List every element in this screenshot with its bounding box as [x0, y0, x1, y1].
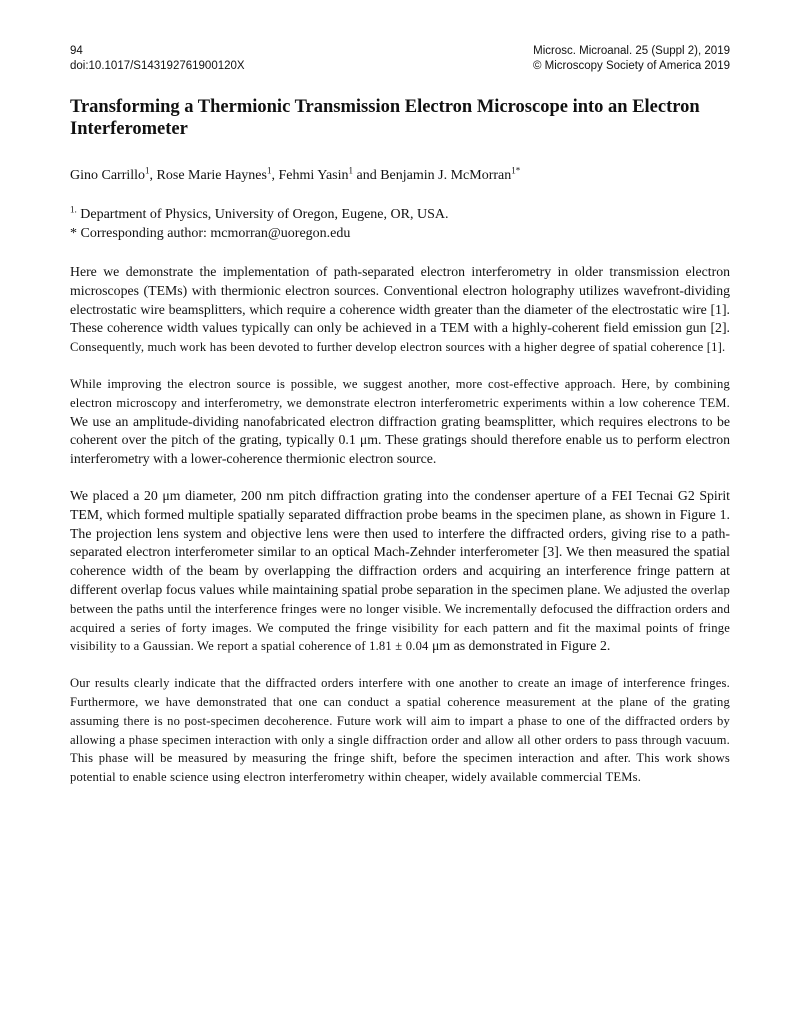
author-separator: ,	[271, 168, 279, 183]
affiliation-text: Department of Physics, University of Oregon, Eugene, OR, USA.	[76, 207, 449, 222]
header-right	[533, 44, 730, 74]
author-name: Benjamin J. McMorran	[380, 168, 512, 183]
author-affiliation-marker: 1	[348, 165, 353, 176]
author-name: Gino Carrillo	[70, 168, 146, 183]
paragraph-text: μm as demonstrated in Figure 2.	[428, 638, 611, 654]
affiliation-line	[70, 205, 730, 224]
copyright: © Microscopy Society of America 2019	[532, 60, 730, 72]
paragraph-3	[70, 487, 730, 656]
header-left	[70, 44, 245, 74]
author-name: Fehmi Yasin	[278, 168, 349, 183]
paragraph-text: Here we demonstrate the implementation of path-separated electron interferometry in older transmission electron microscopes (TEMs) with thermionic electron sources. Conventional electron holography utilizes wavefront-dividing electrostatic wire beamsplitters, which require a coherence width greater than the diameter of the electrostatic wire [1]. These coherence width values typically can only be achieved in a TEM with a highly-coherent field emission gun [2].	[70, 264, 730, 336]
paragraph-4: Our results clearly indicate that the diffracted orders interfere with one another to create an image of interference fringes. Furthermore, we have demonstrated that one can conduct a spatial coherence measurement at the plane of the grating assuming there is no post-specimen decoherence. Future work will aim to impart a phase to one of the diffracted orders by allowing a phase specimen interaction with only a single diffraction order and allow all other orders to pass through vacuum. This phase will be measured by measuring the fringe shift, before the specimen interaction and after. This work shows potential to enable science using electron interferometry within cheaper, widely available commercial TEMs.	[70, 676, 730, 785]
paragraph-text-small: While improving the electron source is possible, we suggest another, more cost-effective approach. Here, by combining electron microscopy and interferometry, we demonstrate electron interferometric experiments within a low coherence TEM.	[70, 376, 730, 410]
paragraph-text-small: We adjusted the overlap between the paths until the interference fringes were no longer visible. We incrementally defocused the diffraction orders and acquired a series of forty images. We computed the fringe visibility for each pattern and fit the maximal points of fringe visibility to a Gaussian. We report a spatial coherence of 1.81 ± 0.04	[70, 582, 730, 654]
doi: doi:10.1017/S143192761900120X	[70, 60, 245, 72]
page-number: 94	[70, 45, 83, 57]
journal-citation: Microsc. Microanal. 25 (Suppl 2), 2019	[533, 45, 730, 57]
author-affiliation-marker: 1*	[511, 165, 521, 176]
paragraph-text-small: Consequently, much work has been devoted to further develop electron sources with a higher degree of spatial coherence [1].	[70, 340, 726, 355]
author-list	[70, 167, 730, 185]
paragraph-text: We use an amplitude-dividing nanofabricated electron diffraction grating beamsplitter, which requires electrons to be coherent over the pitch of the grating, typically 0.1 μm. These gratings should therefore enable us to perform electron interferometry with a lower-coherence thermionic electron source.	[70, 413, 730, 467]
author-separator: and	[353, 168, 381, 183]
paper-title: Transforming a Thermionic Transmission Electron Microscope into an Electron Interferometer	[70, 97, 700, 139]
affiliations	[70, 205, 730, 243]
paragraph-2	[70, 375, 730, 469]
paper-body	[70, 96, 730, 805]
corresponding-author: * Corresponding author: mcmorran@uoregon.edu	[70, 226, 351, 241]
author-separator: ,	[149, 168, 157, 183]
author-affiliation-marker: 1	[266, 165, 272, 176]
author-affiliation-marker: 1	[145, 165, 150, 176]
paragraph-text: We placed a 20 μm diameter, 200 nm pitch diffraction grating into the condenser aperture of a FEI Tecnai G2 Spirit TEM, which formed multiple spatially separated diffraction probe beams in the specimen plane, as shown in Figure 1. The projection lens system and objective lens were then used to interfere the diffracted orders, giving rise to a path-separated electron interferometer similar to an optical Mach-Zehnder interferometer [3]. We then measured the spatial coherence width of the beam by overlapping the diffraction orders and acquiring an interference fringe pattern at different overlap focus values while maintaining spatial probe separation in the specimen plane.	[70, 487, 730, 597]
paragraph-1	[70, 263, 730, 357]
affiliation-marker: 1.	[70, 204, 77, 215]
author-name: Rose Marie Haynes	[156, 168, 267, 183]
